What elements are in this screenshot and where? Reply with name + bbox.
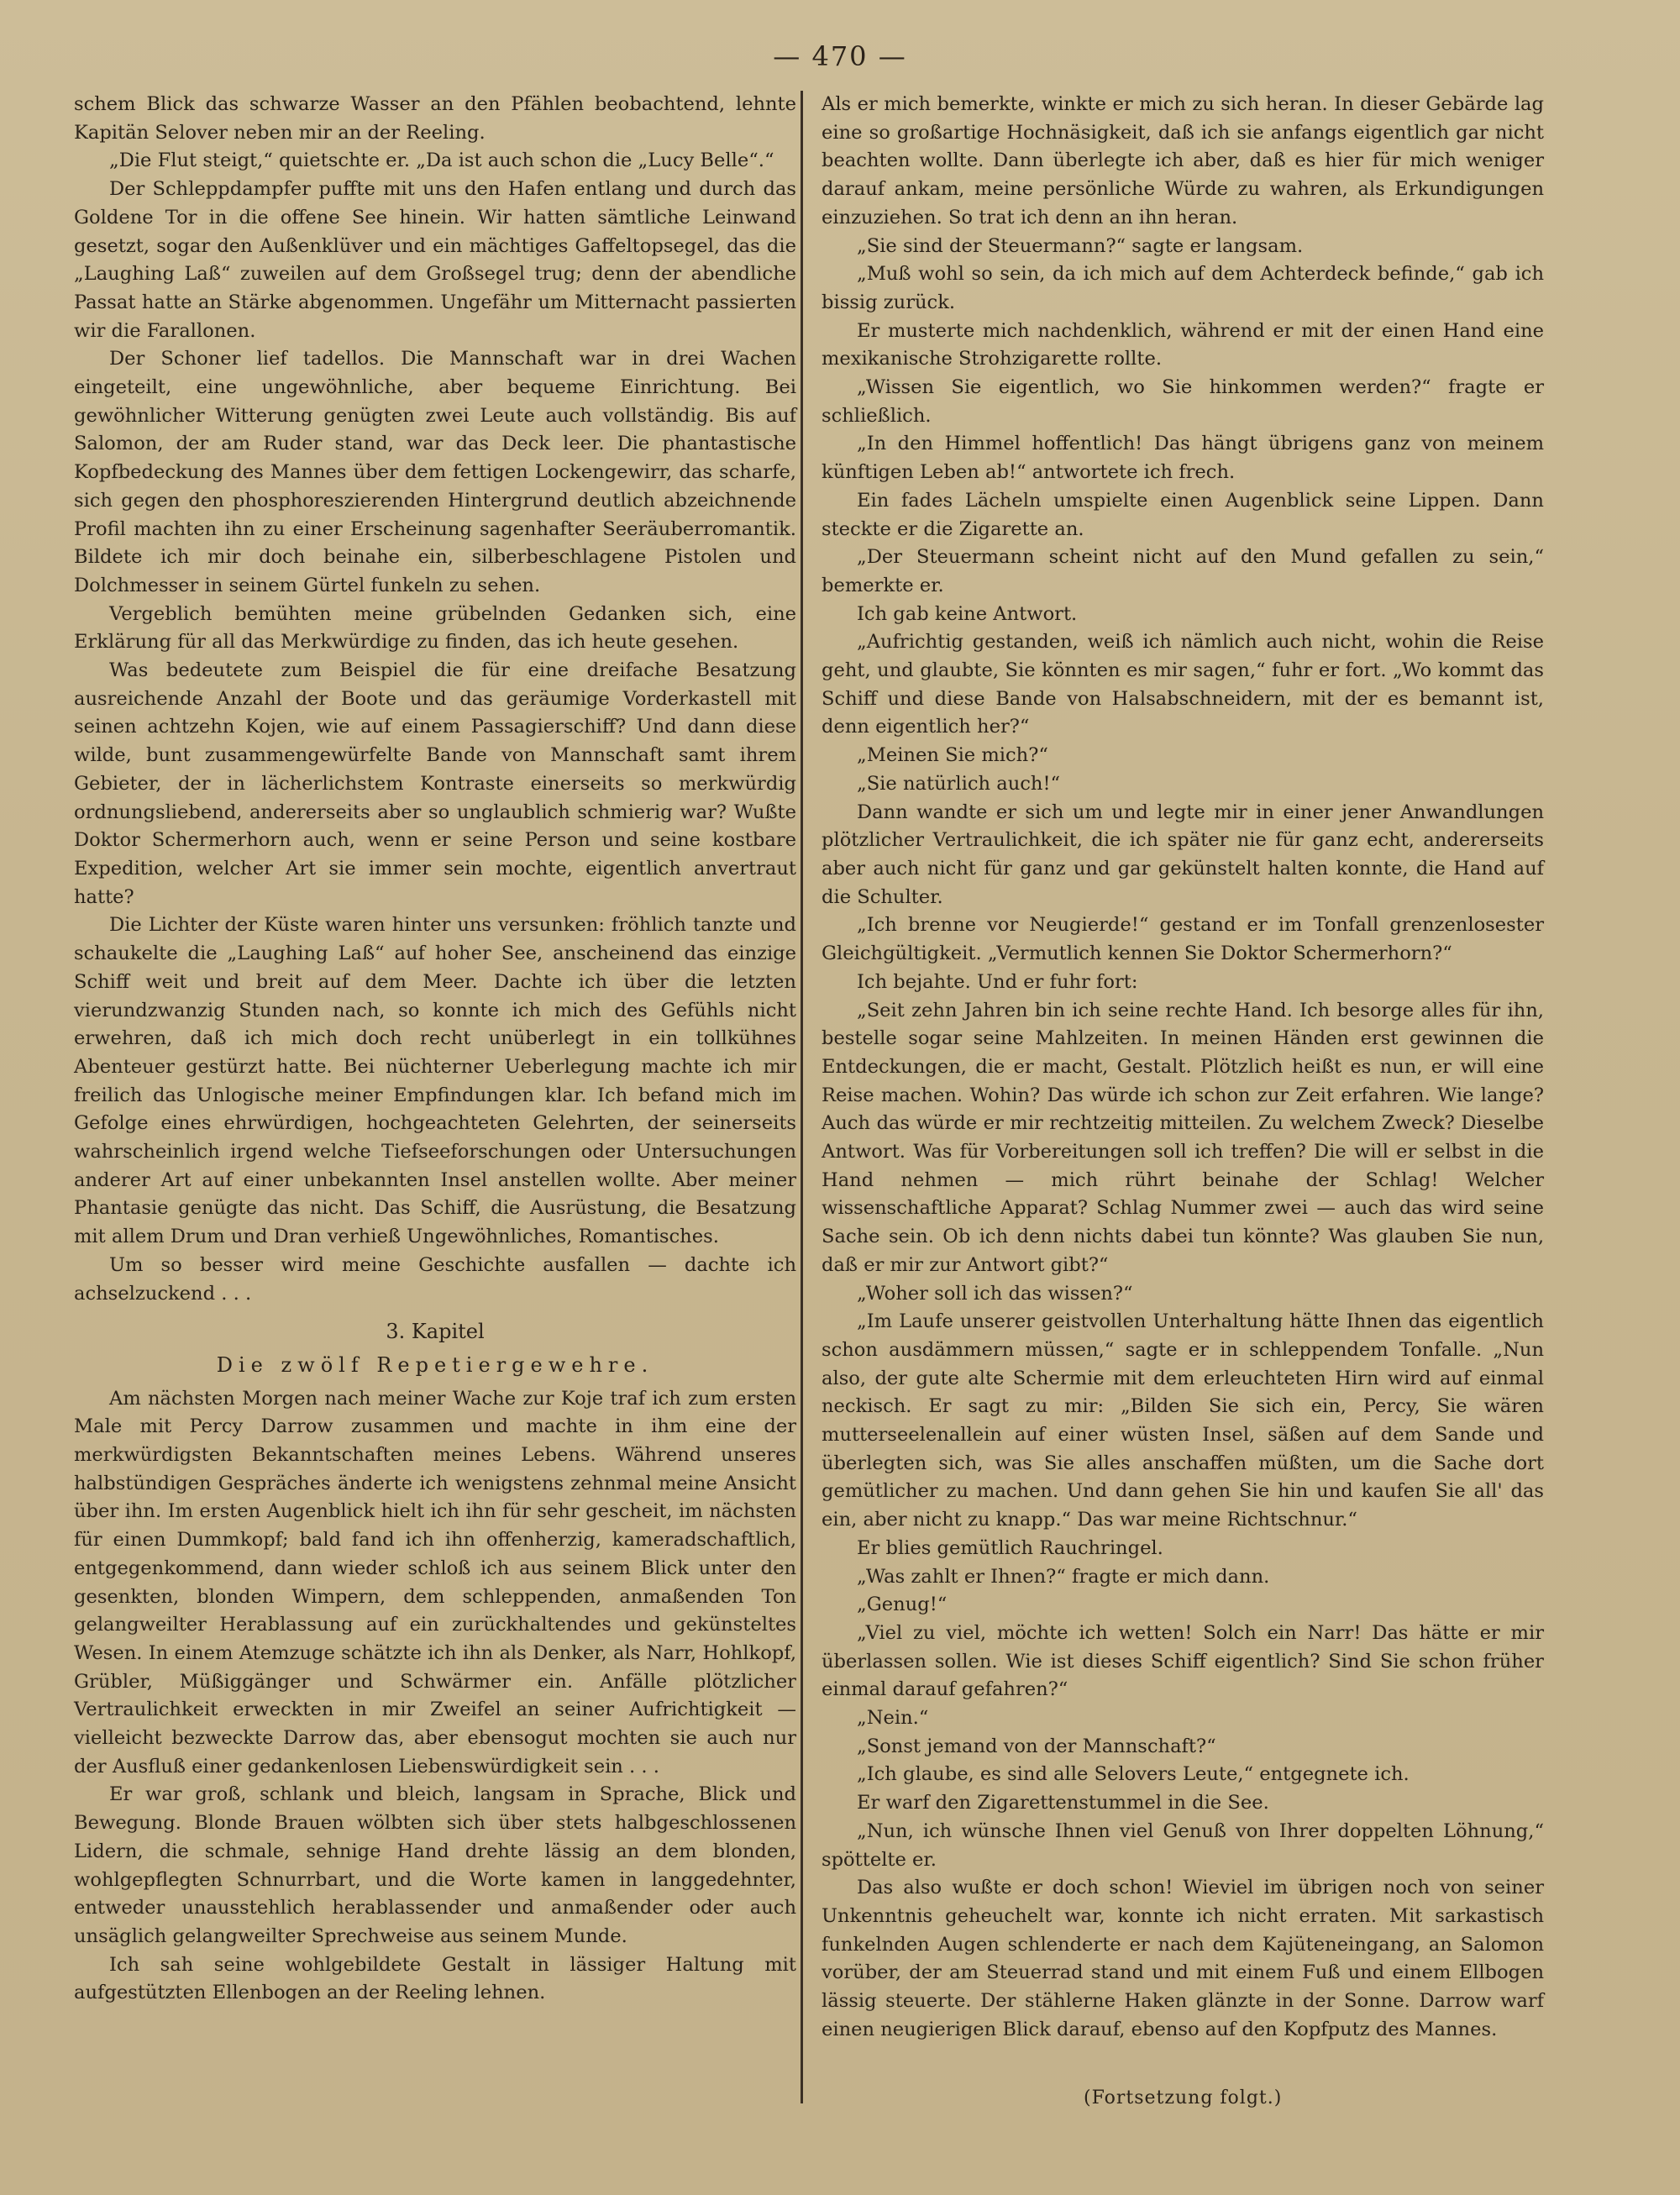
paragraph: „Ich glaube, es sind alle Selovers Leute,“ entgegnete ich. — [857, 1763, 1410, 1786]
paragraph: Er musterte mich nachdenklich, während er mit der einen Hand eine mexikanische Strohzigarette rollte. — [822, 319, 1544, 370]
paragraph: „Genug!“ — [857, 1594, 948, 1616]
paragraph: schem Blick das schwarze Wasser an den Pfählen beobachtend, lehnte Kapitän Selover neben mir an der Reeling. — [74, 93, 796, 144]
paragraph: „Die Flut steigt,“ quietschte er. „Da ist auch schon die „Lucy Belle“.“ — [109, 150, 774, 172]
paragraph: „Nein.“ — [857, 1707, 929, 1730]
chapter-title: Die zwölf Repetiergewehre. — [216, 1352, 654, 1377]
paragraph: „Woher soll ich das wissen?“ — [857, 1282, 1133, 1305]
paragraph: Der Schleppdampfer puffte mit uns den Hafen entlang und durch das Goldene Tor in die offene See hinein. Wir hatten sämtliche Leinwand gesetzt, sogar den Außenklüver und ein mächtiges Gaffeltopsegel, das die „Laughing Laß“ zuweilen auf dem Großsegel trug; denn der abendliche Passat hatte an Stärke abgenommen. Ungefähr um Mitternacht passierten wir die Farallonen. — [74, 178, 796, 342]
page-number: — 470 — — [773, 40, 907, 72]
paragraph: „Nun, ich wünsche Ihnen viel Genuß von Ihrer doppelten Löhnung,“ spöttelte er. — [822, 1820, 1544, 1871]
paragraph: Der Schoner lief tadellos. Die Mannschaft war in drei Wachen eingeteilt, eine ungewöhnliche, aber bequeme Einrichtung. Bei gewöhnlicher Witterung genügten zwei Leute auch vollständig. Bis auf Salomon, der am Ruder stand, war das Deck leer. Die phantastische Kopfbedeckung des Mannes über dem fettigen Lockengewirr, das scharfe, sich gegen den phosphoreszierenden Hintergrund deutlich abzeichnende Profil machten ihn zu einer Erscheinung sagenhafter Seeräuberromantik. Bildete ich mir doch beinahe ein, silberbeschlagene Pistolen und Dolchmesser in seinem Gürtel funkeln zu sehen. — [74, 348, 796, 596]
paragraph: „Meinen Sie mich?“ — [857, 744, 1048, 767]
paragraph: „Sie sind der Steuermann?“ sagte er langsam. — [857, 234, 1304, 257]
paragraph: Ein fades Lächeln umspielte einen Augenblick seine Lippen. Dann steckte er die Zigarette an. — [822, 489, 1544, 540]
paragraph: „Seit zehn Jahren bin ich seine rechte Hand. Ich besorge alles für ihn, bestelle sogar seine Mahlzeiten. In meinen Händen erst gewinnen die Entdeckungen, die er macht, Gestalt. Plötzlich heißt es nun, er will eine Reise machen. Wohin? Das würde ich schon zur Zeit erfahren. Wie lange? Auch das würde er mir rechtzeitig mitteilen. Zu welchem Zweck? Dieselbe Antwort. Was für Vorbereitungen soll ich treffen? Die will er selbst in die Hand nehmen — mich rührt beinahe der Schlag! Welcher wissenschaftliche Apparat? Schlag Nummer zwei — auch das wird seine Sache sein. Ob ich denn nichts dabei tun könnte? Was glauben Sie nun, daß er mir zur Antwort gibt?“ — [822, 999, 1544, 1276]
paragraph: „Viel zu viel, möchte ich wetten! Solch ein Narr! Das hätte er mir überlassen sollen. Wie ist dieses Schiff eigentlich? Sind Sie schon früher einmal darauf gefahren?“ — [822, 1621, 1544, 1701]
paragraph: Die Lichter der Küste waren hinter uns versunken: fröhlich tanzte und schaukelte die „Laughing Laß“ auf hoher See, anscheinend das einzige Schiff weit und breit auf dem Meer. Dachte ich über die letzten vierundzwanzig Stunden nach, so konnte ich mich des Gefühls nicht erwehren, daß ich mich doch recht unüberlegt in ein tollkühnes Abenteuer gestürzt hatte. Bei nüchterner Ueberlegung machte ich mir freilich das Unlogische meiner Empfindungen klar. Ich befand mich im Gefolge eines ehrwürdigen, hochgeachteten Gelehrten, der seinerseits wahrscheinlich irgend welche Tiefseeforschungen oder Untersuchungen anderer Art auf einer unbekannten Insel anstellen wollte. Aber meiner Phantasie genügte das nicht. Das Schiff, die Ausrüstung, die Besatzung mit allem Drum und Dran verhieß Ungewöhnliches, Romantisches. — [74, 914, 796, 1248]
column-divider — [801, 91, 803, 2103]
paragraph: „Wissen Sie eigentlich, wo Sie hinkommen werden?“ fragte er schließlich. — [822, 376, 1544, 427]
paragraph: „In den Himmel hoffentlich! Das hängt übrigens ganz von meinem künftigen Leben ab!“ antwortete ich frech. — [822, 433, 1544, 484]
paragraph: Das also wußte er doch schon! Wieviel im übrigen noch von seiner Unkenntnis geheuchelt war, konnte ich nicht erraten. Mit sarkastisch funkelnden Augen schlenderte er nach dem Kajüteneingang, an Salomon vorüber, der am Steuerrad stand und mit einem Fuß und einem Ellbogen lässig steuerte. Der stählerne Haken glänzte in der Sonne. Darrow warf einen neugierigen Blick darauf, ebenso auf den Kopfputz des Mannes. — [822, 1877, 1544, 2040]
paragraph: Ich gab keine Antwort. — [857, 602, 1078, 625]
paragraph: Vergeblich bemühten meine grübelnden Gedanken sich, eine Erklärung für all das Merkwürdige zu finden, das ich heute gesehen. — [74, 602, 796, 654]
chapter-number: 3. Kapitel — [386, 1320, 485, 1344]
continuation-note: (Fortsetzung folgt.) — [1084, 2087, 1283, 2108]
left-column — [74, 91, 796, 2008]
paragraph: „Was zahlt er Ihnen?“ fragte er mich dann. — [857, 1565, 1270, 1588]
paragraph: Ich bejahte. Und er fuhr fort: — [857, 970, 1138, 993]
paragraph: Am nächsten Morgen nach meiner Wache zur Koje traf ich zum ersten Male mit Percy Darrow zusammen und machte in ihm eine der merkwürdigsten Bekanntschaften meines Lebens. Während unseres halbstündigen Gespräches änderte ich wenigstens zehnmal meine Ansicht über ihn. Im ersten Augenblick hielt ich ihn für sehr gescheit, im nächsten für einen Dummkopf; bald fand ich ihn offenherzig, kameradschaftlich, entgegenkommend, dann wieder schloß ich aus seinem Blick unter den gesenkten, blonden Wimpern, dem schleppenden, anmaßenden Ton gelangweilter Herablassung auf ein zurückhaltendes und gekünsteltes Wesen. In einem Atemzuge schätzte ich ihn als Denker, als Narr, Hohlkopf, Grübler, Müßiggänger und Schwärmer ein. Anfälle plötzlicher Vertraulichkeit erweckten in mir Zweifel an seiner Aufrichtigkeit — vielleicht bezweckte Darrow das, aber ebensogut mochten sie auch nur der Ausfluß einer gedankenlosen Liebenswürdigkeit sein . . . — [74, 1387, 796, 1778]
paragraph: Um so besser wird meine Geschichte ausfallen — dachte ich achselzuckend . . . — [74, 1253, 796, 1305]
right-column — [822, 91, 1544, 2045]
paragraph: Ich sah seine wohlgebildete Gestalt in lässiger Haltung mit aufgestützten Ellenbogen an der Reeling lehnen. — [74, 1953, 796, 2004]
paragraph: Er warf den Zigarettenstummel in die See. — [857, 1792, 1269, 1814]
paragraph: „Muß wohl so sein, da ich mich auf dem Achterdeck befinde,“ gab ich bissig zurück. — [822, 263, 1544, 313]
paragraph: „Sie natürlich auch!“ — [857, 772, 1061, 795]
paragraph: Er war groß, schlank und bleich, langsam in Sprache, Blick und Bewegung. Blonde Brauen wölbten sich über stets halbgeschlossenen Lidern, die schmale, sehnige Hand drehte lässig an dem blonden, wohlgepflegten Schnurrbart, und die Worte kamen in langgedehnter, entweder unausstehlich herablassender und anmaßender oder auch unsäglich gelangweilter Sprechweise aus seinem Munde. — [74, 1783, 796, 1947]
paragraph: „Der Steuermann scheint nicht auf den Mund gefallen zu sein,“ bemerkte er. — [822, 546, 1544, 596]
paragraph: Dann wandte er sich um und legte mir in einer jener Anwandlungen plötzlicher Vertraulichkeit, die ich später nie für ganz echt, andererseits aber auch nicht für ganz und gar gekünstelt halten konnte, die Hand auf die Schulter. — [822, 801, 1544, 908]
paragraph: „Ich brenne vor Neugierde!“ gestand er im Tonfall grenzenlosester Gleichgültigkeit. „Vermutlich kennen Sie Doktor Schermerhorn?“ — [822, 914, 1544, 965]
paragraph: Was bedeutete zum Beispiel die für eine dreifache Besatzung ausreichende Anzahl der Boote und das geräumige Vorderkastell mit seinen achtzehn Kojen, wie auf einem Passagierschiff? Und dann diese wilde, bunt zusammengewürfelte Bande von Mannschaft samt ihrem Gebieter, der in lächerlichstem Kontraste einerseits so merkwürdig ordnungsliebend, andererseits aber so unglaublich schmierig war? Wußte Doktor Schermerhorn auch, wenn er seine Person und seine kostbare Expedition, welcher Art sie immer sein mochte, eigentlich anvertraut hatte? — [74, 659, 796, 908]
paragraph: Er blies gemütlich Rauchringel. — [857, 1536, 1163, 1559]
paragraph: „Aufrichtig gestanden, weiß ich nämlich auch nicht, wohin die Reise geht, und glaubte, Sie könnten es mir sagen,“ fuhr er fort. „Wo kommt das Schiff und diese Bande von Halsabschneidern, mit der es bemannt ist, denn eigentlich her?“ — [822, 631, 1544, 738]
paragraph: „Im Laufe unserer geistvollen Unterhaltung hätte Ihnen das eigentlich schon ausdämmern müssen,“ sagte er in schleppendem Tonfalle. „Nun also, der gute alte Schermie mit dem erleuchteten Hirn wird auf einmal neckisch. Er sagt zu mir: „Bilden Sie sich ein, Percy, Sie wären mutterseelenallein auf einer wüsten Insel, säßen auf dem Sande und überlegten sich, was Sie alles anschaffen müßten, um die Sache dort gemütlicher zu machen. Und dann gehen Sie hin und kaufen Sie all' das ein, aber nicht zu knapp.“ Das war meine Richtschnur.“ — [822, 1310, 1544, 1531]
paragraph: Als er mich bemerkte, winkte er mich zu sich heran. In dieser Gebärde lag eine so großartige Hochnäsigkeit, daß ich sie anfangs eigentlich gar nicht beachten wollte. Dann überlegte ich aber, daß es hier für mich weniger darauf ankam, meine persönliche Würde zu wahren, als Erkundigungen einzuziehen. So trat ich denn an ihn heran. — [822, 93, 1544, 228]
paragraph: „Sonst jemand von der Mannschaft?“ — [857, 1735, 1216, 1757]
